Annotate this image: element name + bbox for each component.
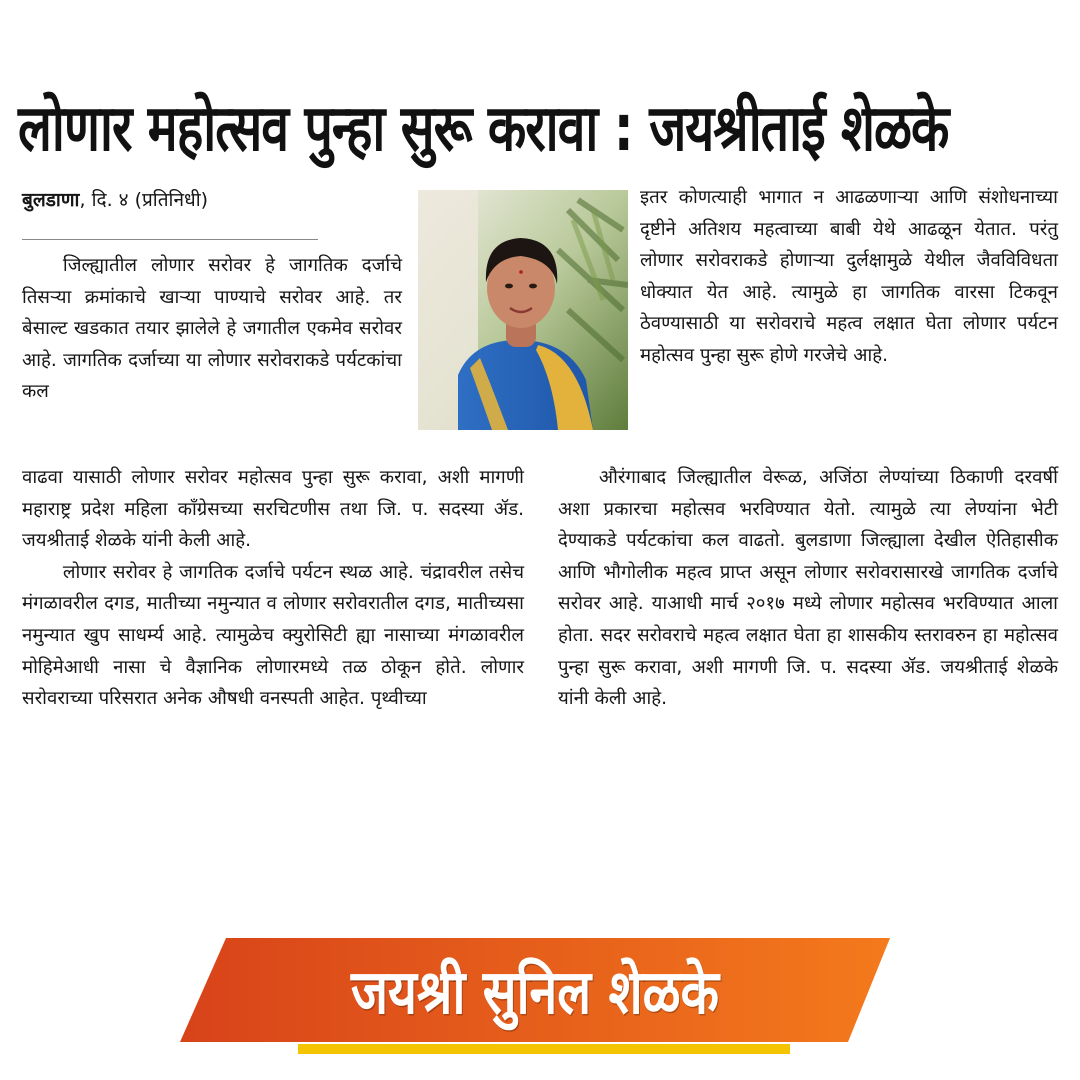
paragraph-2: लोणार सरोवर हे जागतिक दर्जाचे पर्यटन स्थळ आहे. चंद्रावरील तसेच मंगळावरील दगड, मातीच्या नमुन्यात व लोणार सरोवरातील दगड, मातीच्यसा नमुन्यात खुप साधर्म्य आहे. त्यामुळेच क्युरोसिटी ह्या नासाच्या मंगळावरील मोहिमेआधी नासा चे वैज्ञानिक लोणारमध्ये तळ ठोकून होते. लोणार सरोवराच्या परिसरात अनेक औषधी वनस्पती आहेत. पृथ्वीच्या xyxy=(22,561,524,710)
dateline xyxy=(22,186,322,214)
dateline-date: , दि. ४ (प्रतिनिधी) xyxy=(79,189,209,211)
article-column-2-lower xyxy=(558,462,1058,715)
paragraph-1-part-1: जिल्ह्यातील लोणार सरोवर हे जागतिक दर्जाचे तिसऱ्या क्रमांकाचे खाऱ्या पाण्याचे सरोवर आहे. तर बेसाल्ट खडकात तयार झालेले हे जगातील एकमेव सरोवर आहे. जागतिक दर्जाच्या या लोणार सरोवराकडे पर्यटकांचा कल xyxy=(22,255,402,403)
dateline-divider xyxy=(22,239,318,240)
dateline-city: बुलडाणा xyxy=(22,189,80,211)
name-banner xyxy=(180,938,890,1056)
banner-name: जयश्री सुनिल शेळके xyxy=(350,957,720,1028)
article-column-1-lower xyxy=(22,462,524,715)
article-column-1 xyxy=(22,250,402,408)
paragraph-2-continued: इतर कोणत्याही भागात न आढळणाऱ्या आणि संशोधनाच्या दृष्टीने अतिशय महत्वाच्या बाबी येथे आढळून येतात. परंतु लोणार सरोवराकडे होणाऱ्या दुर्लक्षामुळे येथील जैवविविधता धोक्यात येत आहे. त्यामुळे हा जागतिक वारसा टिकवून ठेवण्यासाठी या सरोवराचे महत्व लक्षात घेता लोणार पर्यटन महोत्सव पुन्हा सुरू होणे गरजेचे आहे. xyxy=(640,187,1058,366)
article-column-2-upper xyxy=(640,182,1058,372)
paragraph-1-part-2: वाढवा यासाठी लोणार सरोवर महोत्सव पुन्हा सुरू करावा, अशी मागणी महाराष्ट्र प्रदेश महिला काँग्रेसच्या सरचिटणीस तथा जि. प. सदस्या ॲड. जयश्रीताई शेळके यांनी केली आहे. xyxy=(22,467,524,552)
paragraph-3: औरंगाबाद जिल्ह्यातील वेरूळ, अजिंठा लेण्यांच्या ठिकाणी दरवर्षी अशा प्रकारचा महोत्सव भरविण्यात येतो. त्यामुळे त्या लेण्यांना भेटी देण्याकडे पर्यटकांचा कल वाढतो. बुलडाणा जिल्ह्याला देखील ऐतिहासीक आणि भौगोलीक महत्व प्राप्त असून लोणार सरोवरासारखे जागतिक दर्जाचे सरोवर आहे. याआधी मार्च २०१७ मध्ये लोणार महोत्सव भरविण्यात आला होता. सदर सरोवराचे महत्व लक्षात घेता हा शासकीय स्तरावरुन हा महोत्सव पुन्हा सुरू करावा, अशी मागणी जि. प. सदस्या ॲड. जयश्रीताई शेळके यांनी केली आहे. xyxy=(558,467,1058,710)
portrait-photo xyxy=(418,190,628,430)
woman-portrait-icon xyxy=(418,190,628,430)
headline: लोणार महोत्सव पुन्हा सुरू करावा : जयश्रीताई शेळके xyxy=(18,90,949,166)
